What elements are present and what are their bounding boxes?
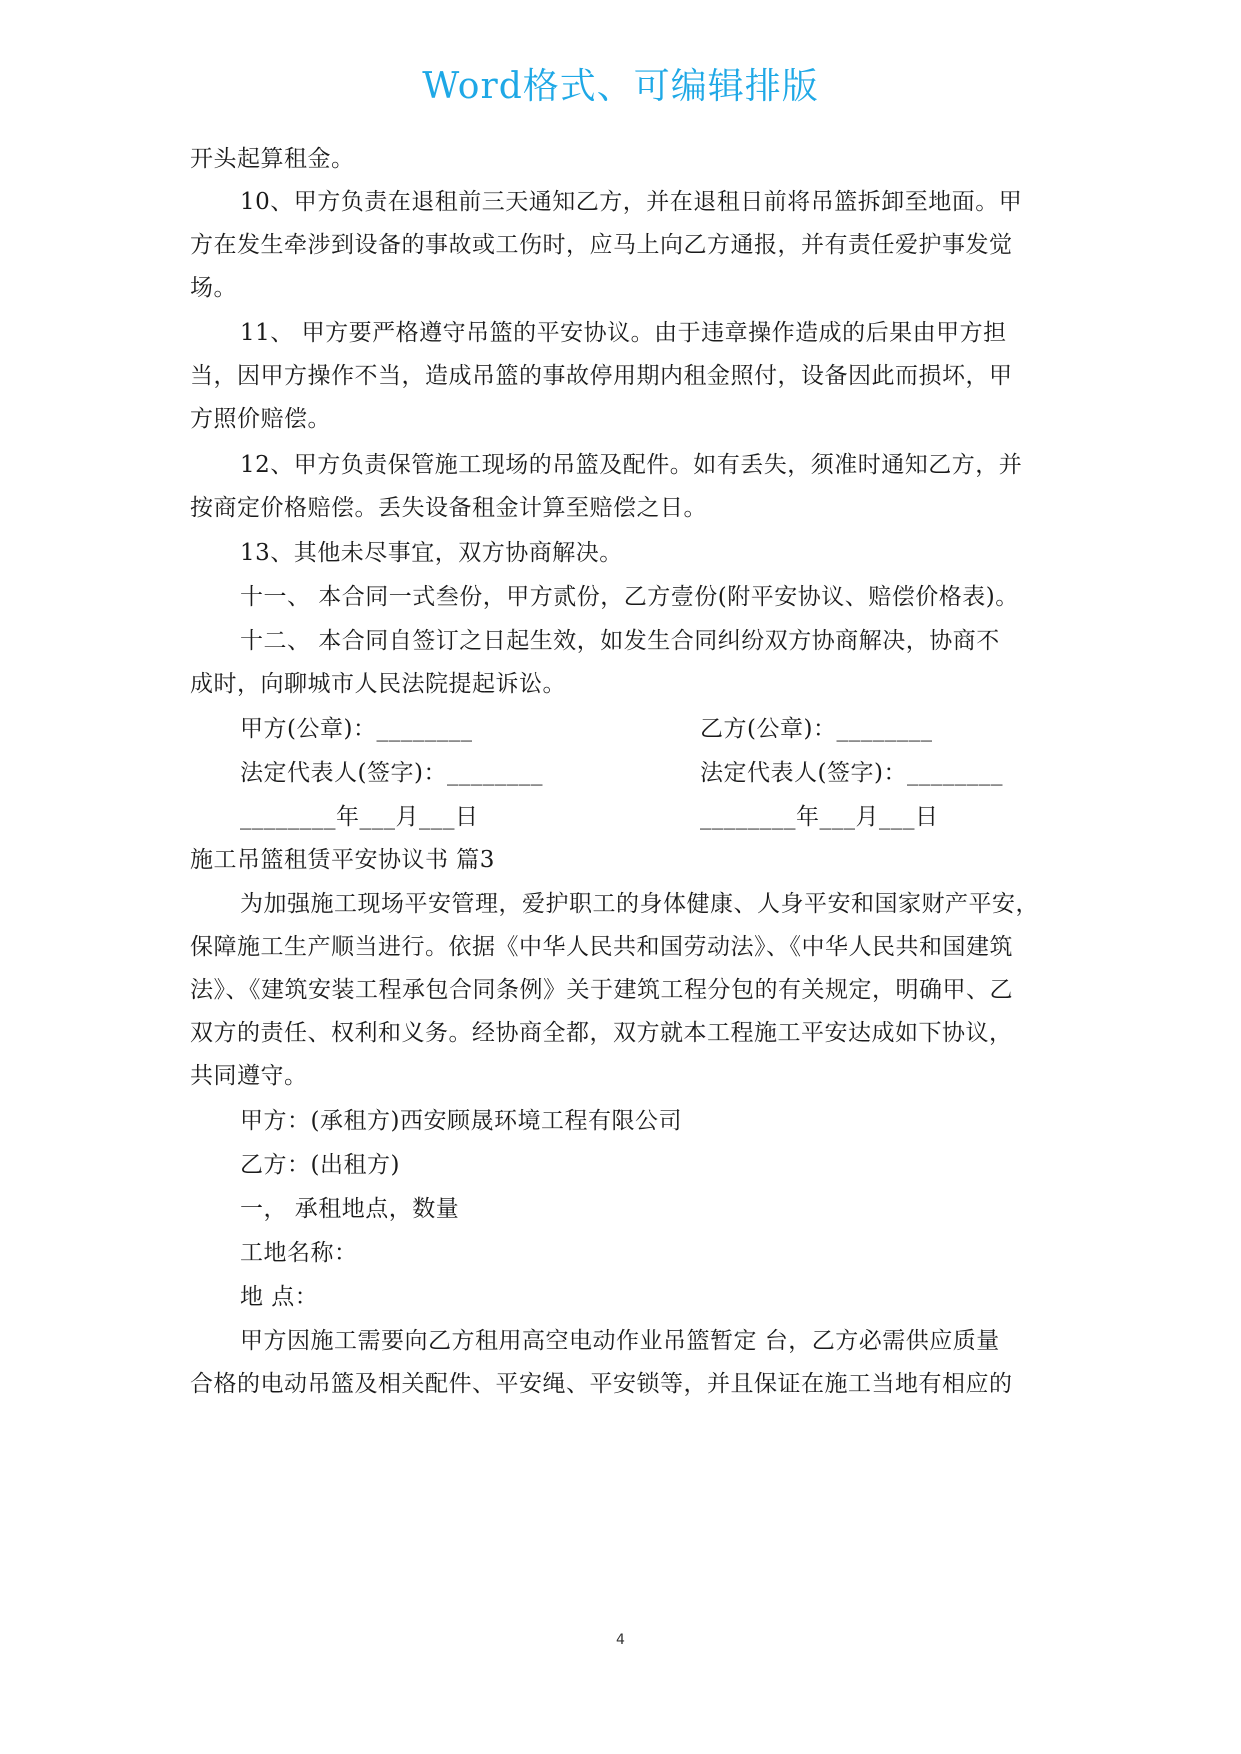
signature-party-a-representative: 法定代表人(签字)：________ [240,760,543,786]
signature-party-b-representative: 法定代表人(签字)：________ [700,760,1003,786]
text-line: 一， 承租地点，数量 [240,1196,460,1222]
text-line: 双方的责任、权利和义务。经协商全都，双方就本工程施工平安达成如下协议， [190,1020,1013,1046]
text-line: 工地名称： [240,1240,358,1266]
text-line: 乙方：(出租方) [240,1152,400,1178]
text-line: 开头起算租金。 [190,146,355,172]
text-line: 场。 [190,275,237,301]
text-line: 10、甲方负责在退租前三天通知乙方，并在退租日前将吊篮拆卸至地面。甲 [240,189,1023,215]
section-title: 施工吊篮租赁平安协议书 篇3 [190,847,495,873]
text-line: 合格的电动吊篮及相关配件、平安绳、平安锁等，并且保证在施工当地有相应的 [190,1371,1013,1397]
text-line: 法》、《建筑安装工程承包合同条例》关于建筑工程分包的有关规定，明确甲、乙 [190,977,1013,1003]
text-line: 十一、 本合同一式叁份，甲方贰份，乙方壹份(附平安协议、赔偿价格表)。 [240,584,1019,610]
document-header-title: Word格式、可编辑排版 [422,66,819,107]
text-line: 甲方因施工需要向乙方租用高空电动作业吊篮暂定 台，乙方必需供应质量 [240,1328,1000,1354]
text-line: 成时，向聊城市人民法院提起诉讼。 [190,671,566,697]
text-line: 方在发生牵涉到设备的事故或工伤时，应马上向乙方通报，并有责任爱护事发觉 [190,232,1013,258]
text-line: 十二、 本合同自签订之日起生效，如发生合同纠纷双方协商解决，协商不 [240,628,1000,654]
text-line: 共同遵守。 [190,1063,308,1089]
text-line: 11、 甲方要严格遵守吊篮的平安协议。由于违章操作造成的后果由甲方担 [240,320,1007,346]
signature-party-b-seal: 乙方(公章)：________ [700,716,933,742]
text-line: 为加强施工现场平安管理，爱护职工的身体健康、人身平安和国家财产平安， [240,891,1039,917]
text-line: 甲方：(承租方)西安顾晟环境工程有限公司 [240,1108,682,1134]
text-line: 13、其他未尽事宜，双方协商解决。 [240,540,623,566]
text-line: 地 点： [240,1284,319,1310]
text-line: 保障施工生产顺当进行。依据《中华人民共和国劳动法》、《中华人民共和国建筑 [190,934,1013,960]
text-line: 12、甲方负责保管施工现场的吊篮及配件。如有丢失，须准时通知乙方，并 [240,452,1023,478]
page-number: 4 [616,1632,625,1648]
signature-party-b-date: ________年___月___日 [700,804,939,830]
signature-party-a-date: ________年___月___日 [240,804,479,830]
text-line: 按商定价格赔偿。丢失设备租金计算至赔偿之日。 [190,495,707,521]
text-line: 当，因甲方操作不当，造成吊篮的事故停用期内租金照付，设备因此而损坏，甲 [190,363,1013,389]
text-line: 方照价赔偿。 [190,406,331,432]
signature-party-a-seal: 甲方(公章)：________ [240,716,473,742]
